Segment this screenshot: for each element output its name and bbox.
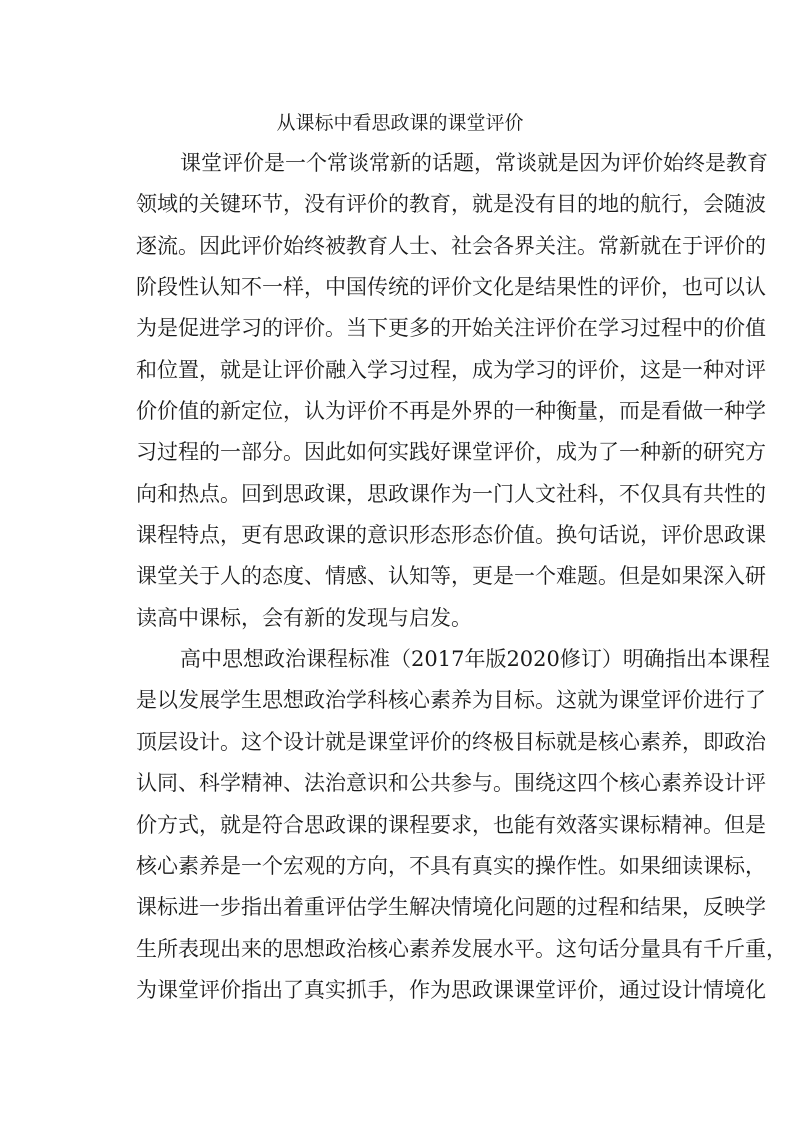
- text-line: 课标进一步指出着重评估学生解决情境化问题的过程和结果，反映学: [136, 895, 766, 920]
- text-line: 生所表现出来的思想政治核心素养发展水平。这句话分量具有千斤重，: [136, 936, 787, 961]
- text-line: 阶段性认知不一样，中国传统的评价文化是结果性的评价，也可以认: [136, 275, 766, 300]
- text-line: 顶层设计。这个设计就是课堂评价的终极目标就是核心素养，即政治: [136, 729, 766, 754]
- text-line: 认同、科学精神、法治意识和公共参与。围绕这四个核心素养设计评: [136, 771, 766, 796]
- text-line: 领域的关键环节，没有评价的教育，就是没有目的地的航行，会随波: [136, 192, 766, 217]
- text-line: 课堂评价是一个常谈常新的话题，常谈就是因为评价始终是教育: [180, 151, 768, 175]
- text-line: 价方式，就是符合思政课的课程要求，也能有效落实课标精神。但是: [136, 812, 766, 837]
- paragraph-2: [136, 644, 787, 1016]
- text-line: 和位置，就是让评价融入学习过程，成为学习的评价，这是一种对评: [136, 357, 766, 382]
- text-line: 是以发展学生思想政治学科核心素养为目标。这就为课堂评价进行了: [136, 688, 766, 713]
- text-line: 核心素养是一个宏观的方向，不具有真实的操作性。如果细读课标，: [136, 853, 766, 878]
- text-line: 为是促进学习的评价。当下更多的开始关注评价在学习过程中的价值: [136, 316, 766, 341]
- text-line: 高中思想政治课程标准（2017年版2020修订）明确指出本课程: [180, 647, 770, 672]
- document-body: [136, 148, 787, 1016]
- text-line: 课程特点，更有思政课的意识形态形态价值。换句话说，评价思政课: [136, 523, 766, 548]
- text-line: 价价值的新定位，认为评价不再是外界的一种衡量，而是看做一种学: [136, 399, 766, 424]
- text-line: 为课堂评价指出了真实抓手，作为思政课课堂评价，通过设计情境化: [136, 977, 766, 1002]
- text-line: 向和热点。回到思政课，思政课作为一门人文社科，不仅具有共性的: [136, 481, 766, 506]
- text-line: 课堂关于人的态度、情感、认知等，更是一个难题。但是如果深入研: [136, 564, 766, 589]
- text-line: 逐流。因此评价始终被教育人士、社会各界关注。常新就在于评价的: [136, 233, 766, 258]
- paragraph-1: [136, 148, 768, 644]
- document-title: 从课标中看思政课的课堂评价: [276, 112, 524, 134]
- text-line: 习过程的一部分。因此如何实践好课堂评价，成为了一种新的研究方: [136, 440, 766, 465]
- text-line: 读高中课标，会有新的发现与启发。: [136, 605, 472, 630]
